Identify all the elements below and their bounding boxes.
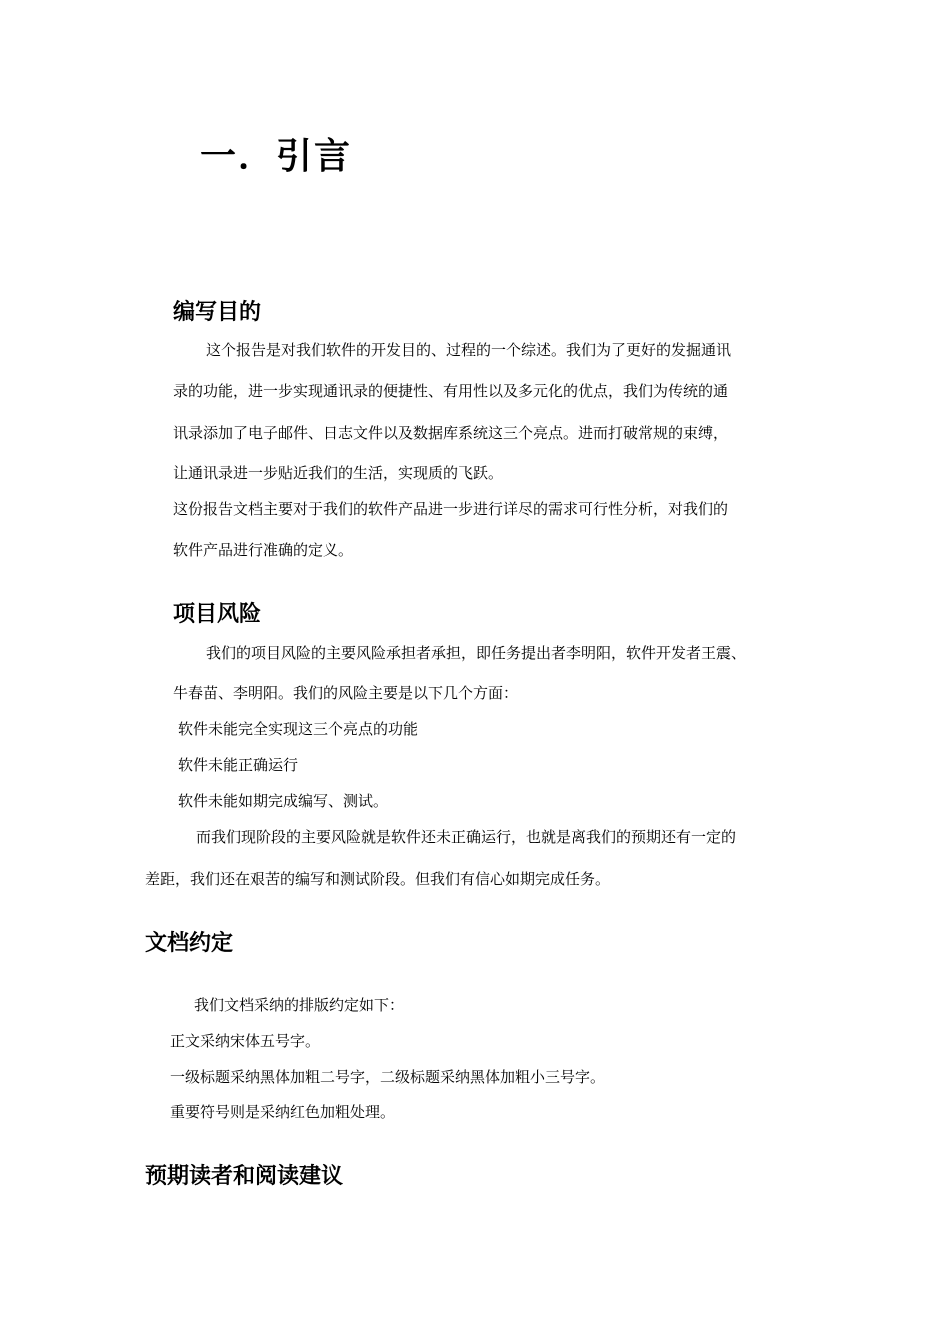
paragraph-line: 我们的项目风险的主要风险承担者承担，即任务提出者李明阳，软件开发者王震、 [206, 644, 747, 662]
paragraph-line: 而我们现阶段的主要风险就是软件还未正确运行，也就是离我们的预期还有一定的 [196, 828, 737, 846]
paragraph-line: 牛春苗、李明阳。我们的风险主要是以下几个方面： [173, 684, 519, 702]
paragraph-line: 软件产品进行准确的定义。 [173, 541, 354, 559]
section-heading-risk: 项目风险 [173, 602, 262, 627]
paragraph-line: 录的功能，进一步实现通讯录的便捷性、有用性以及多元化的优点，我们为传统的通 [173, 382, 729, 400]
section-heading-conventions: 文档约定 [145, 931, 234, 956]
list-item: 一级标题采纳黑体加粗二号字，二级标题采纳黑体加粗小三号字。 [170, 1068, 606, 1086]
paragraph-line: 讯录添加了电子邮件、日志文件以及数据库系统这三个亮点。进而打破常规的束缚， [173, 424, 729, 442]
list-item: 软件未能完全实现这三个亮点的功能 [178, 720, 419, 738]
section-heading-purpose: 编写目的 [173, 300, 262, 325]
paragraph-line: 这份报告文档主要对于我们的软件产品进一步进行详尽的需求可行性分析，对我们的 [173, 500, 729, 518]
chapter-title: 一．引言 [200, 136, 353, 177]
paragraph-line: 让通讯录进一步贴近我们的生活，实现质的飞跃。 [173, 464, 504, 482]
paragraph-line: 差距，我们还在艰苦的编写和测试阶段。但我们有信心如期完成任务。 [145, 870, 611, 888]
list-item: 重要符号则是采纳红色加粗处理。 [170, 1103, 396, 1121]
list-item: 正文采纳宋体五号字。 [170, 1032, 321, 1050]
paragraph-line: 我们文档采纳的排版约定如下： [194, 996, 405, 1014]
list-item: 软件未能如期完成编写、测试。 [178, 792, 389, 810]
paragraph-line: 这个报告是对我们软件的开发目的、过程的一个综述。我们为了更好的发掘通讯 [206, 341, 732, 359]
section-heading-readers: 预期读者和阅读建议 [145, 1164, 344, 1189]
list-item: 软件未能正确运行 [178, 756, 299, 774]
